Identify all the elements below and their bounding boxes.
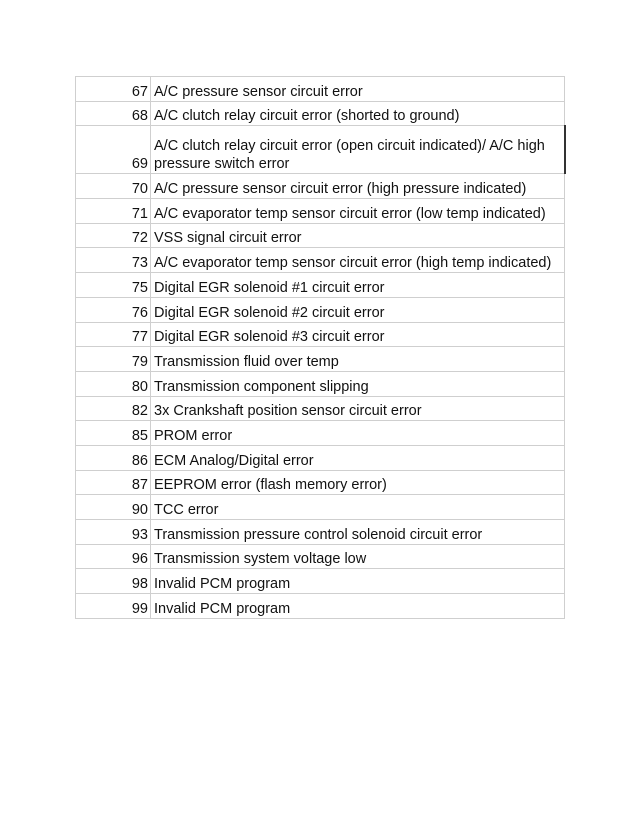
description-cell: A/C pressure sensor circuit error (high pressure indicated): [151, 174, 565, 199]
table-row: [76, 396, 565, 421]
table-row: [76, 421, 565, 446]
description-cell: 3x Crankshaft position sensor circuit error: [151, 396, 565, 421]
code-cell: 82: [76, 396, 151, 421]
code-cell: 71: [76, 199, 151, 224]
table-row: [76, 594, 565, 619]
table-row: [76, 371, 565, 396]
table-row: [76, 495, 565, 520]
code-cell: 68: [76, 101, 151, 126]
table-row: [76, 322, 565, 347]
description-cell: PROM error: [151, 421, 565, 446]
code-cell: 69: [76, 126, 151, 174]
code-cell: 85: [76, 421, 151, 446]
table-row: [76, 101, 565, 126]
code-cell: 87: [76, 470, 151, 495]
table-row: [76, 520, 565, 545]
description-cell: TCC error: [151, 495, 565, 520]
code-cell: 99: [76, 594, 151, 619]
code-cell: 72: [76, 223, 151, 248]
description-cell: Invalid PCM program: [151, 569, 565, 594]
description-cell: VSS signal circuit error: [151, 223, 565, 248]
code-cell: 76: [76, 297, 151, 322]
description-cell: ECM Analog/Digital error: [151, 445, 565, 470]
code-cell: 73: [76, 248, 151, 273]
code-cell: 80: [76, 371, 151, 396]
code-cell: 98: [76, 569, 151, 594]
table-row: [76, 297, 565, 322]
table-row: [76, 126, 565, 174]
table-row: [76, 347, 565, 372]
table-row: [76, 470, 565, 495]
description-cell: EEPROM error (flash memory error): [151, 470, 565, 495]
description-cell: A/C clutch relay circuit error (shorted to ground): [151, 101, 565, 126]
table-row: [76, 445, 565, 470]
code-cell: 79: [76, 347, 151, 372]
table-row: [76, 544, 565, 569]
code-cell: 70: [76, 174, 151, 199]
description-cell: A/C evaporator temp sensor circuit error (low temp indicated): [151, 199, 565, 224]
code-cell: 86: [76, 445, 151, 470]
code-cell: 67: [76, 77, 151, 102]
code-cell: 96: [76, 544, 151, 569]
table-row: [76, 174, 565, 199]
code-cell: 93: [76, 520, 151, 545]
description-cell: Transmission component slipping: [151, 371, 565, 396]
table-row: [76, 199, 565, 224]
description-cell: A/C clutch relay circuit error (open circuit indicated)/ A/C high pressure switch error: [151, 126, 565, 174]
description-cell: Digital EGR solenoid #1 circuit error: [151, 273, 565, 298]
code-cell: 75: [76, 273, 151, 298]
description-cell: Transmission system voltage low: [151, 544, 565, 569]
description-cell: Transmission fluid over temp: [151, 347, 565, 372]
description-cell: Digital EGR solenoid #2 circuit error: [151, 297, 565, 322]
table-row: [76, 569, 565, 594]
table-row: [76, 273, 565, 298]
table-row: [76, 223, 565, 248]
description-cell: Transmission pressure control solenoid circuit error: [151, 520, 565, 545]
description-cell: A/C pressure sensor circuit error: [151, 77, 565, 102]
table-row: [76, 77, 565, 102]
description-cell: Invalid PCM program: [151, 594, 565, 619]
code-cell: 77: [76, 322, 151, 347]
description-cell: A/C evaporator temp sensor circuit error (high temp indicated): [151, 248, 565, 273]
table-row: [76, 248, 565, 273]
description-cell: Digital EGR solenoid #3 circuit error: [151, 322, 565, 347]
code-cell: 90: [76, 495, 151, 520]
trouble-code-table: [75, 76, 566, 619]
